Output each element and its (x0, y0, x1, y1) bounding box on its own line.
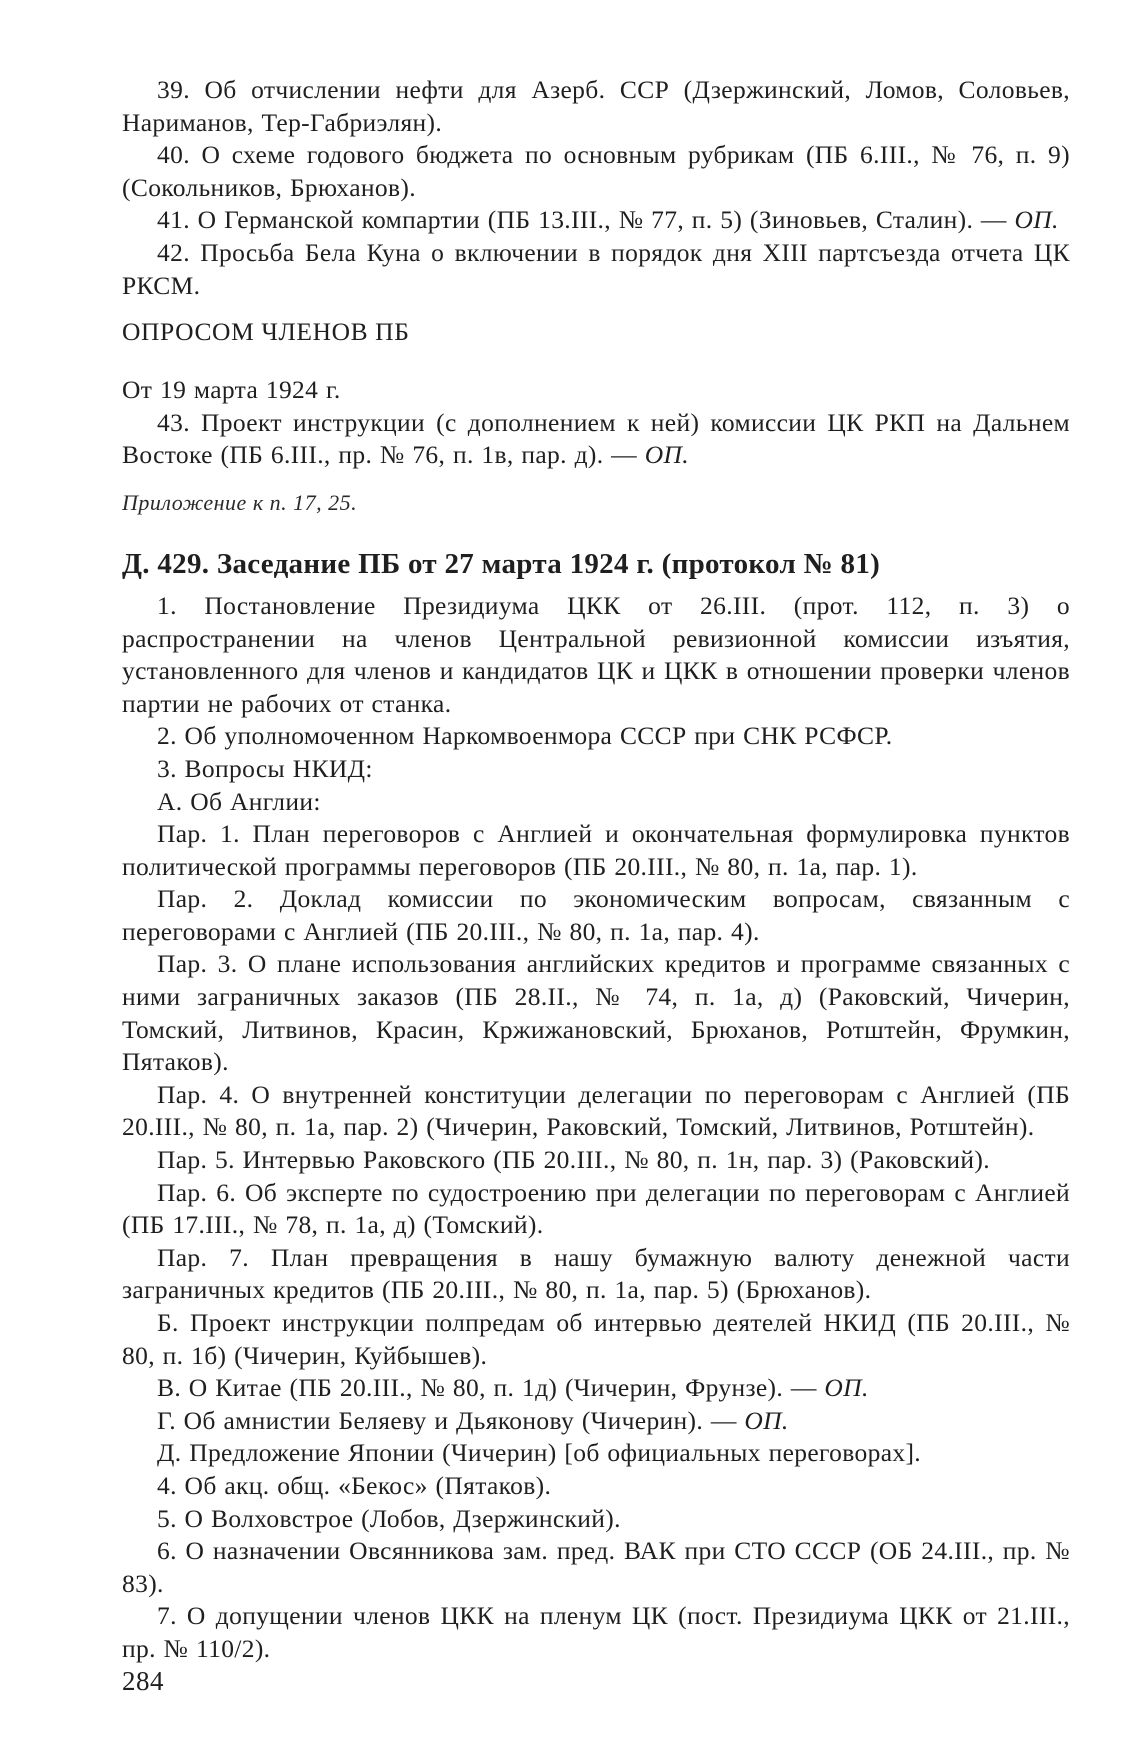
item-text: 40. О схеме годового бюджета по основным рубрикам (ПБ 6.III., № 76, п. 9) (Сокольников, Брюханов). (122, 140, 1070, 202)
item-text: 5. О Волховстрое (Лобов, Дзержинский). (157, 1503, 621, 1533)
item-text: Пар. 3. О плане использования английских кредитов и программе связанных с ними заграничных заказов (ПБ 28.II., № 74, п. 1а, д) (Раковский, Чичерин, Томский, Литвинов, Красин, Кржижановский, Брюханов, Ротштейн, Фрумкин, Пятаков). (122, 949, 1070, 1077)
top-items (122, 74, 1070, 302)
agenda-item-43 (122, 407, 1070, 472)
item-text: 41. О Германской компартии (ПБ 13.III., № 77, п. 5) (Зиновьев, Сталин). — (157, 205, 1015, 235)
item-text: 6. О назначении Овсянникова зам. пред. ВАК при СТО СССР (ОБ 24.III., пр. № 83). (122, 1536, 1070, 1598)
item-op: ОП. (644, 440, 690, 470)
item-text: Г. Об амнистии Беляеву и Дьяконову (Чичерин). — (157, 1405, 745, 1435)
meeting-item (122, 786, 1070, 819)
meeting-item (122, 1535, 1070, 1600)
item-text: 2. Об уполномоченном Наркомвоенмора СССР при СНК РСФСР. (157, 721, 893, 751)
meeting-item (122, 1372, 1070, 1405)
document-page (122, 74, 1070, 1666)
item-text: Пар. 7. План превращения в нашу бумажную валюту денежной части заграничных кредитов (ПБ 20.III., № 80, п. 1а, пар. 5) (Брюханов). (122, 1242, 1070, 1305)
meeting-items (122, 590, 1070, 1666)
meeting-item (122, 1079, 1070, 1144)
poll-heading: ОПРОСОМ ЧЛЕНОВ ПБ (122, 317, 410, 347)
meeting-item (122, 948, 1070, 1078)
meeting-item (122, 1144, 1070, 1177)
item-op: ОП. (1014, 205, 1059, 235)
document-title: Д. 429. Заседание ПБ от 27 марта 1924 г. (протокол № 81) (122, 547, 881, 580)
agenda-item-39 (122, 74, 1070, 139)
item-text: Пар. 1. План переговоров с Англией и окончательная формулировка пунктов политической программы переговоров (ПБ 20.III., № 80, п. 1а, пар. 1). (122, 819, 1070, 881)
agenda-item-41 (122, 204, 1070, 237)
meeting-item (122, 1600, 1070, 1665)
meeting-item (122, 590, 1070, 720)
item-text: 1. Постановление Президиума ЦКК от 26.III. (прот. 112, п. 3) о распространении на членов Центральной ревизионной комиссии изъятия, установленного для членов и кандидатов ЦК и ЦКК в отношении проверки членов партии не рабочих от станка. (122, 590, 1070, 718)
meeting-item (122, 720, 1070, 753)
item-text: 43. Проект инструкции (с дополнением к ней) комиссии ЦК РКП на Дальнем Востоке (ПБ 6.III., пр. № 76, п. 1в, пар. д). — (122, 407, 1070, 470)
meeting-item (122, 1242, 1070, 1307)
item-op: ОП. (824, 1373, 869, 1403)
item-op: ОП. (744, 1405, 789, 1435)
meeting-item (122, 1307, 1070, 1372)
item-text: Пар. 5. Интервью Раковского (ПБ 20.III., № 80, п. 1н, пар. 3) (Раковский). (157, 1145, 990, 1175)
meeting-item (122, 818, 1070, 883)
appendix-note: Приложение к п. 17, 25. (122, 489, 358, 515)
item-text: 7. О допущении членов ЦКК на пленум ЦК (пост. Президиума ЦКК от 21.III., пр. № 110/2). (122, 1601, 1070, 1663)
item-text: 4. Об акц. общ. «Бекос» (Пятаков). (157, 1470, 552, 1500)
item-text: 3. Вопросы НКИД: (157, 753, 373, 783)
agenda-item-42 (122, 237, 1070, 302)
meeting-item (122, 1405, 1070, 1438)
meeting-item (122, 883, 1070, 948)
meeting-item (122, 1470, 1070, 1503)
item-text: Б. Проект инструкции полпредам об интервью деятелей НКИД (ПБ 20.III., № 80, п. 1б) (Чичерин, Куйбышев). (122, 1308, 1070, 1370)
item-text: Пар. 6. Об эксперте по судостроению при делегации по переговорам с Англией (ПБ 17.III., № 78, п. 1а, д) (Томский). (122, 1177, 1070, 1240)
meeting-item (122, 1177, 1070, 1242)
item-text: В. О Китае (ПБ 20.III., № 80, п. 1д) (Чичерин, Фрунзе). — (157, 1373, 825, 1403)
item-text: А. Об Англии: (157, 786, 321, 816)
item-text: 39. Об отчислении нефти для Азерб. ССР (Дзержинский, Ломов, Соловьев, Нариманов, Тер-Габриэлян). (122, 75, 1070, 137)
poll-date: От 19 марта 1924 г. (122, 375, 341, 405)
meeting-item (122, 1437, 1070, 1470)
item-text: Д. Предложение Японии (Чичерин) [об официальных переговорах]. (157, 1438, 922, 1468)
meeting-item (122, 753, 1070, 786)
page-number: 284 (122, 1666, 164, 1696)
agenda-item-40 (122, 139, 1070, 204)
item-text: Пар. 2. Доклад комиссии по экономическим вопросам, связанным с переговорами с Англией (ПБ 20.III., № 80, п. 1а, пар. 4). (122, 884, 1070, 946)
item-text: 42. Просьба Бела Куна о включении в порядок дня XIII партсъезда отчета ЦК РКСМ. (122, 237, 1070, 300)
meeting-item (122, 1503, 1070, 1536)
item-text: Пар. 4. О внутренней конституции делегации по переговорам с Англией (ПБ 20.III., № 80, п. 1а, пар. 2) (Чичерин, Раковский, Томский, Литвинов, Ротштейн). (122, 1079, 1070, 1142)
